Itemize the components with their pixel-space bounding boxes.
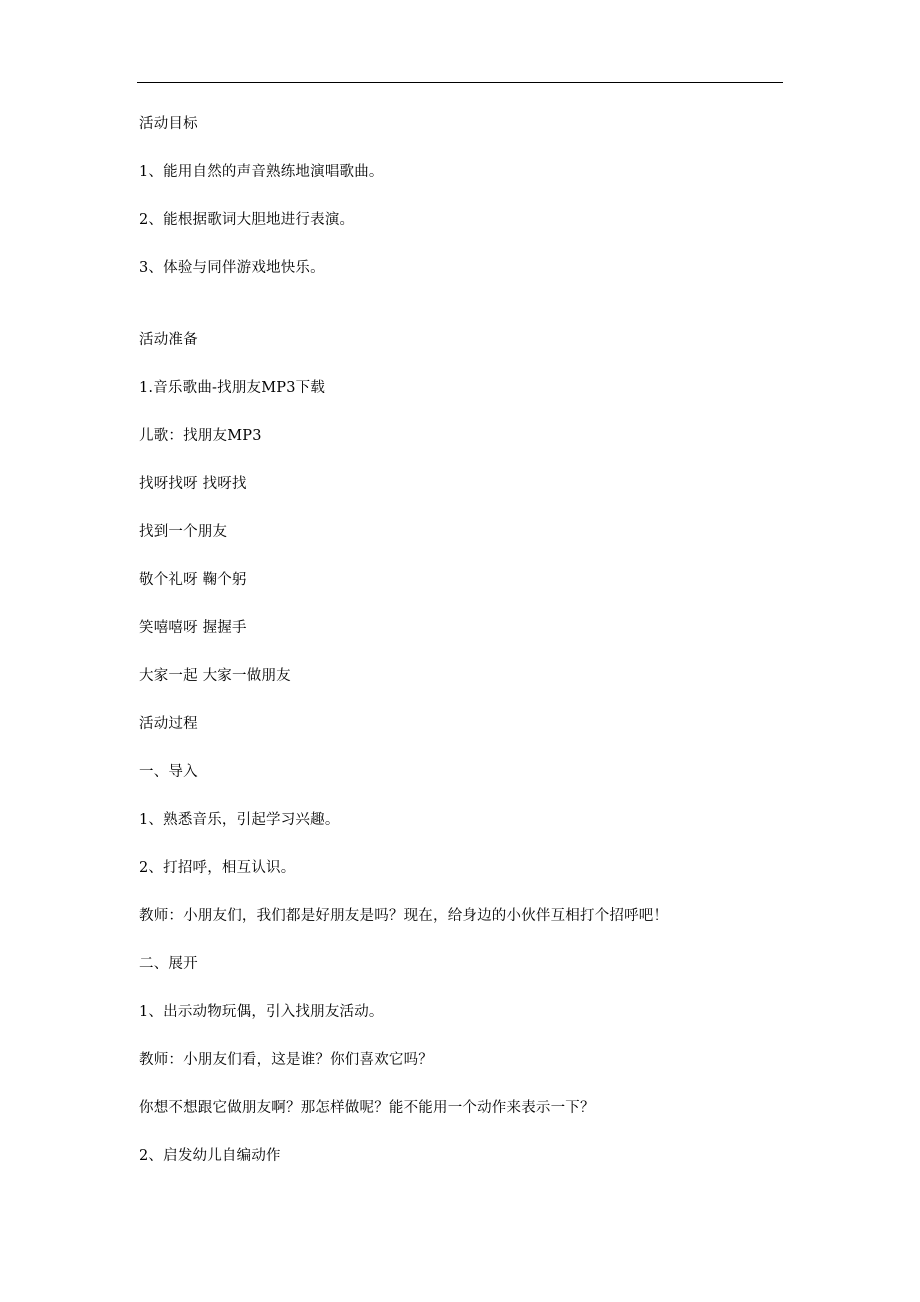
lyric-line-3: 敬个礼呀 鞠个躬 [139,572,247,588]
header-rule [137,82,783,83]
teacher-line-3: 你想不想跟它做朋友啊？那怎样做呢？能不能用一个动作来表示一下？ [139,1100,595,1116]
develop-item-2: 2、启发幼儿自编动作 [139,1148,281,1164]
process-step-develop: 二、展开 [139,956,198,972]
lyric-line-1: 找呀找呀 找呀找 [139,476,247,492]
goal-item-1: 1、能用自然的声音熟练地演唱歌曲。 [139,164,384,180]
goal-item-3: 3、体验与同伴游戏地快乐。 [139,260,325,276]
song-title-line: 儿歌：找朋友MP3 [139,428,262,444]
lyric-line-4: 笑嘻嘻呀 握握手 [139,620,247,636]
section-heading-goals: 活动目标 [139,116,198,132]
lyric-line-5: 大家一起 大家一做朋友 [139,668,291,684]
develop-item-1: 1、出示动物玩偶，引入找朋友活动。 [139,1004,384,1020]
teacher-line-1: 教师：小朋友们，我们都是好朋友是吗？现在，给身边的小伙伴互相打个招呼吧！ [139,908,669,924]
process-step-intro: 一、导入 [139,764,198,780]
goal-item-2: 2、能根据歌词大胆地进行表演。 [139,212,355,228]
process-item-1: 1、熟悉音乐，引起学习兴趣。 [139,812,340,828]
process-item-2: 2、打招呼，相互认识。 [139,860,296,876]
section-heading-process: 活动过程 [139,716,198,732]
section-heading-preparation: 活动准备 [139,332,198,348]
preparation-item-1: 1.音乐歌曲-找朋友MP3下载 [139,380,326,396]
lyric-line-2: 找到一个朋友 [139,524,228,540]
teacher-line-2: 教师：小朋友们看，这是谁？你们喜欢它吗？ [139,1052,433,1068]
